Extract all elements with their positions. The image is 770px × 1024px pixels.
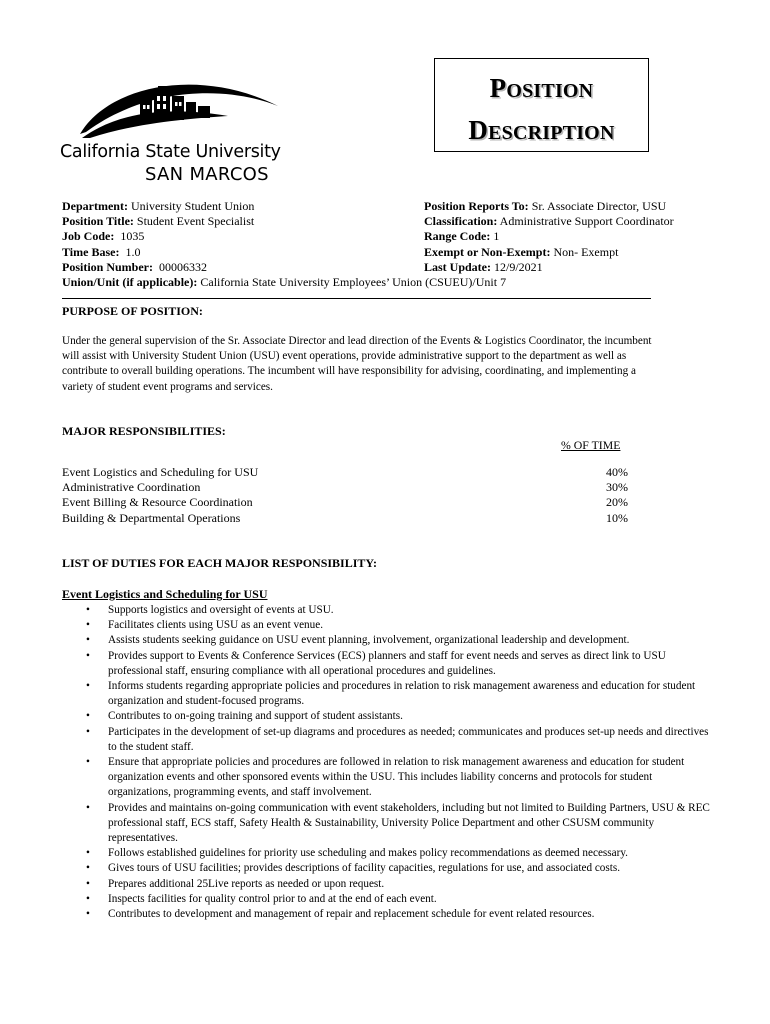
responsibility-name: Building & Departmental Operations [62, 510, 241, 525]
bullet-icon: • [86, 847, 90, 860]
title-word-position: POSITION [489, 73, 594, 103]
info-position-title: Position Title: Student Event Specialist [62, 214, 255, 229]
purpose-text: Under the general supervision of the Sr. Associate Director and lead direction of the Events & Logistics Coordinator, the incumbent will assist with University Student Union (USU) event operations, provide administrative support to the department as well as contribute to overall building operations. The incumbent will have responsibility for advising, coordinating, and implementing a variety of student event programs and services. [62, 335, 652, 393]
position-description-title-box [434, 58, 649, 152]
list-item: • Provides and maintains on-going communication with event stakeholders, including but not limited to Building Partners, USU & REC professional staff, ECS staff, Safety Health & Sustainability, University Police Department and other CSUSM community representatives. [86, 801, 710, 845]
duties-subheading: Event Logistics and Scheduling for USU [62, 587, 268, 601]
responsibility-percent: 30% [606, 480, 628, 495]
info-range-code: Range Code: 1 [424, 229, 500, 244]
info-classification: Classification: Administrative Support Coordinator [424, 214, 674, 229]
table-row [62, 480, 628, 495]
bullet-icon: • [86, 908, 90, 921]
logo-campus-name: SAN MARCOS [145, 164, 269, 185]
table-row [62, 495, 628, 510]
responsibility-name: Event Billing & Resource Coordination [62, 495, 253, 510]
responsibilities-table [62, 465, 628, 526]
duties-heading: LIST OF DUTIES FOR EACH MAJOR RESPONSIBILITY: [62, 556, 377, 570]
responsibility-percent: 40% [606, 465, 628, 479]
list-item: • Inspects facilities for quality control prior to and at the end of each event. [62, 892, 710, 907]
responsibility-percent: 10% [606, 510, 628, 525]
list-item: • Follows established guidelines for priority use scheduling and makes policy recommendations as deemed necessary. [62, 846, 710, 861]
csusm-logo [60, 70, 292, 190]
bullet-icon: • [86, 680, 90, 693]
bullet-icon: • [86, 877, 90, 890]
major-responsibilities-heading: MAJOR RESPONSIBILITIES: [62, 424, 226, 438]
bullet-icon: • [86, 710, 90, 723]
responsibility-name: Event Logistics and Scheduling for USU [62, 465, 259, 479]
list-item: • Contributes to development and management of repair and replacement schedule for event related resources. [62, 907, 710, 922]
info-job-code: Job Code: 1035 [62, 229, 145, 244]
percent-of-time-heading: % OF TIME [561, 438, 621, 452]
info-reports-to: Position Reports To: Sr. Associate Director, USU [424, 199, 667, 213]
campus-skyline-icon [78, 72, 288, 140]
info-time-base: Time Base: 1.0 [62, 244, 141, 259]
list-item: • Ensure that appropriate policies and procedures are followed in relation to risk management awareness and education for student organization events and other sponsored events within the USU. This includes liability concerns and protocols for student organizations, programming events, and staff involvement. [86, 756, 685, 799]
info-department: Department: University Student Union [62, 199, 255, 213]
bullet-icon: • [86, 649, 90, 662]
bullet-icon: • [86, 756, 90, 769]
section-divider [62, 298, 651, 299]
list-item: • Supports logistics and oversight of events at USU. [62, 603, 710, 618]
table-row [62, 465, 628, 480]
bullet-icon: • [86, 892, 90, 905]
list-item: • Informs students regarding appropriate policies and procedures in relation to risk management awareness and education for student organization and student-focused programs. [86, 680, 696, 708]
info-position-number: Position Number: 00006332 [62, 259, 207, 274]
table-row [62, 511, 628, 526]
bullet-icon: • [86, 619, 90, 632]
list-item: • Gives tours of USU facilities; provides descriptions of facility capacities, regulations for use, and associated costs. [62, 861, 710, 876]
responsibility-name: Administrative Coordination [62, 480, 201, 495]
list-item: • Assists students seeking guidance on USU event planning, involvement, organizational leadership and development. [62, 633, 710, 648]
logo-university-name: California State University [60, 142, 281, 162]
info-union-unit: Union/Unit (if applicable): California State University Employees’ Union (CSUEU)/Unit 7 [62, 274, 507, 289]
list-item: • Facilitates clients using USU as an event venue. [62, 618, 710, 633]
info-last-update: Last Update: 12/9/2021 [424, 259, 543, 274]
bullet-icon: • [86, 725, 90, 738]
list-item: • Prepares additional 25Live reports as needed or upon request. [62, 877, 710, 892]
bullet-icon: • [86, 634, 90, 647]
bullet-icon: • [86, 801, 90, 814]
list-item: • Contributes to on-going training and support of student assistants. [62, 709, 710, 724]
bullet-icon: • [86, 604, 90, 616]
position-info-right [424, 199, 674, 275]
purpose-heading: PURPOSE OF POSITION: [62, 304, 203, 318]
duties-list [62, 603, 710, 922]
info-exempt-status: Exempt or Non-Exempt: Non- Exempt [424, 244, 619, 259]
list-item: • Participates in the development of set-up diagrams and procedures as needed; communicates and produces set-up needs and directives to the student staff. [86, 725, 709, 753]
bullet-icon: • [86, 862, 90, 875]
title-word-description: DESCRIPTION [468, 115, 615, 145]
responsibility-percent: 20% [606, 495, 628, 510]
list-item: • Provides support to Events & Conference Services (ECS) planners and staff for event needs and serves as direct link to USU professional staff, ensuring compliance with all operational procedures and guidelines. [86, 649, 666, 677]
